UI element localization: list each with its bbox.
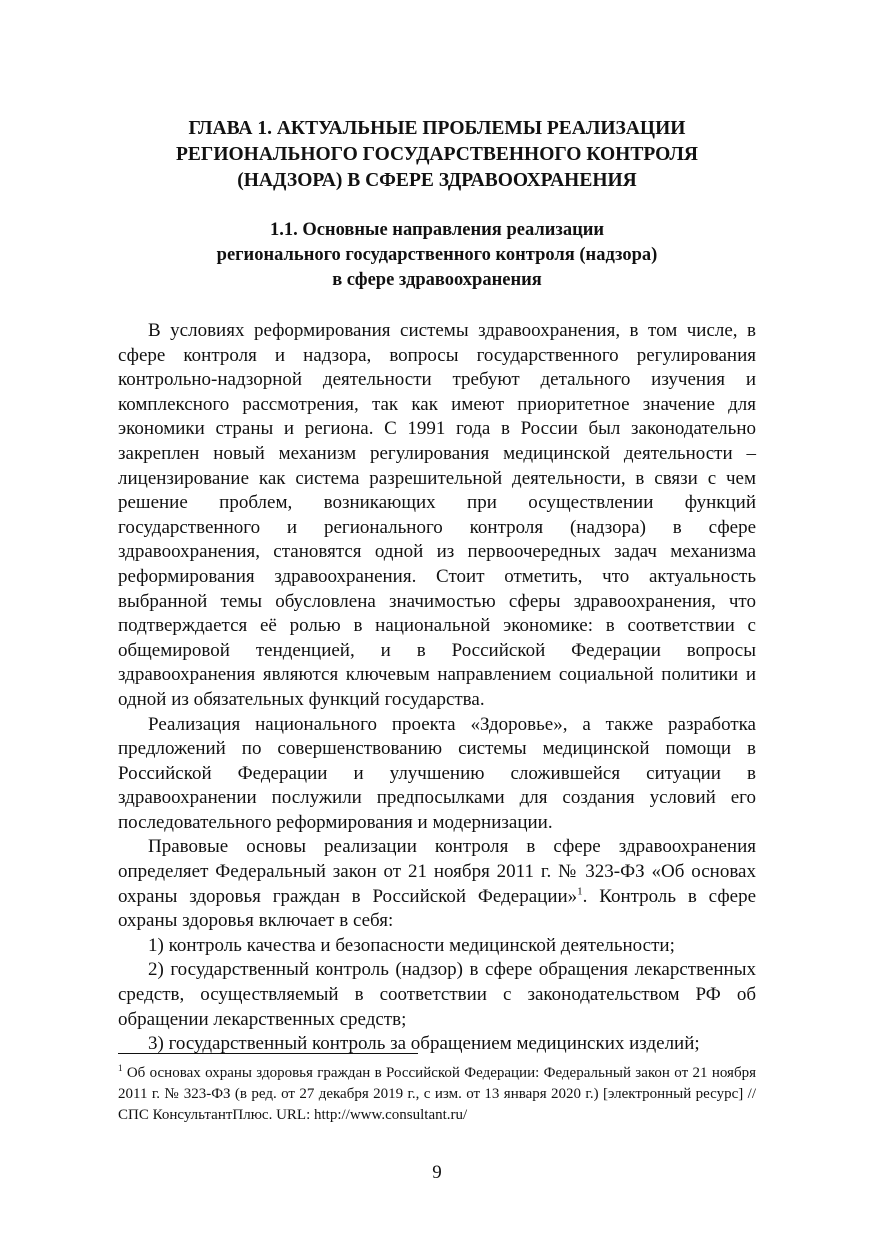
footnote-divider xyxy=(118,1053,418,1054)
footnote-text: Об основах охраны здоровья граждан в Российской Федерации: Федеральный закон от 21 ноября 2011 г. № 323-ФЗ (в ред. от 27 декабря 2019 г., с изм. от 13 января 2020 г.) [электронный ресурс] // СПС КонсультантПлюс. URL: http://www.consultant.ru/ xyxy=(118,1065,756,1123)
list-item: 2) государственный контроль (надзор) в сфере обращения лекарственных средств, осуществляемый в соответствии с законодательством РФ об обращении лекарственных средств; xyxy=(118,959,756,1030)
footnote-reference: 1 xyxy=(577,885,583,898)
paragraph-text: Правовые основы реализации контроля в сфере здравоохранения определяет Федеральный закон от 21 ноября 2011 г. № 323-ФЗ «Об основах охраны здоровья граждан в Российской Федерации» xyxy=(118,836,756,907)
chapter-title-line: РЕГИОНАЛЬНОГО ГОСУДАРСТВЕННОГО КОНТРОЛЯ xyxy=(176,144,698,165)
list-item: 1) контроль качества и безопасности медицинской деятельности; xyxy=(148,934,675,956)
section-title-line: в сфере здравоохранения xyxy=(332,270,542,290)
paragraph-text: . Контроль в сфере охраны здоровья включает в себя: xyxy=(118,885,757,932)
footnote-marker: 1 xyxy=(118,1063,123,1073)
chapter-title xyxy=(118,116,756,194)
footnote xyxy=(118,1063,756,1126)
chapter-title-line: ГЛАВА 1. АКТУАЛЬНЫЕ ПРОБЛЕМЫ РЕАЛИЗАЦИИ xyxy=(188,118,686,139)
list-item: 3) государственный контроль за обращением медицинских изделий; xyxy=(148,1033,700,1055)
section-title-line: 1.1. Основные направления реализации xyxy=(269,220,605,240)
page-number: 9 xyxy=(432,1162,442,1183)
paragraph: Реализация национального проекта «Здоровье», а также разработка предложений по совершенствованию системы медицинской помощи в Российской Федерации и улучшению сложившейся ситуации в здравоохранении послужили предпосылками для создания условий его последовательного реформирования и модернизации. xyxy=(118,713,756,833)
chapter-title-line: (НАДЗОРА) В СФЕРЕ ЗДРАВООХРАНЕНИЯ xyxy=(237,170,637,191)
body-text xyxy=(118,319,756,1057)
paragraph: В условиях реформирования системы здравоохранения, в том числе, в сфере контроля и надзора, вопросы государственного регулирования контрольно-надзорной деятельности требуют детального изучения и комплексного рассмотрения, так как имеют приоритетное значение для экономики страны и региона. С 1991 года в России был законодательно закреплен новый механизм регулирования медицинской деятельности – лицензирование как система разрешительной деятельности, в связи с чем решение проблем, возникающих при осуществлении функций государственного и регионального контроля (надзора) в сфере здравоохранения, становятся одной из первоочередных задач механизма реформирования здравоохранения. Стоит отметить, что актуальность выбранной темы обусловлена значимостью сферы здравоохранения, что подтверждается её ролью в национальной экономике: в соответствии с общемировой тенденцией, и в Российской Федерации вопросы здравоохранения являются ключевым направлением социальной политики и одной из обязательных функций государства. xyxy=(118,320,756,710)
section-title xyxy=(118,218,756,293)
paragraph xyxy=(118,835,756,933)
page-content xyxy=(118,116,756,1057)
section-title-line: регионального государственного контроля (надзора) xyxy=(216,245,658,265)
